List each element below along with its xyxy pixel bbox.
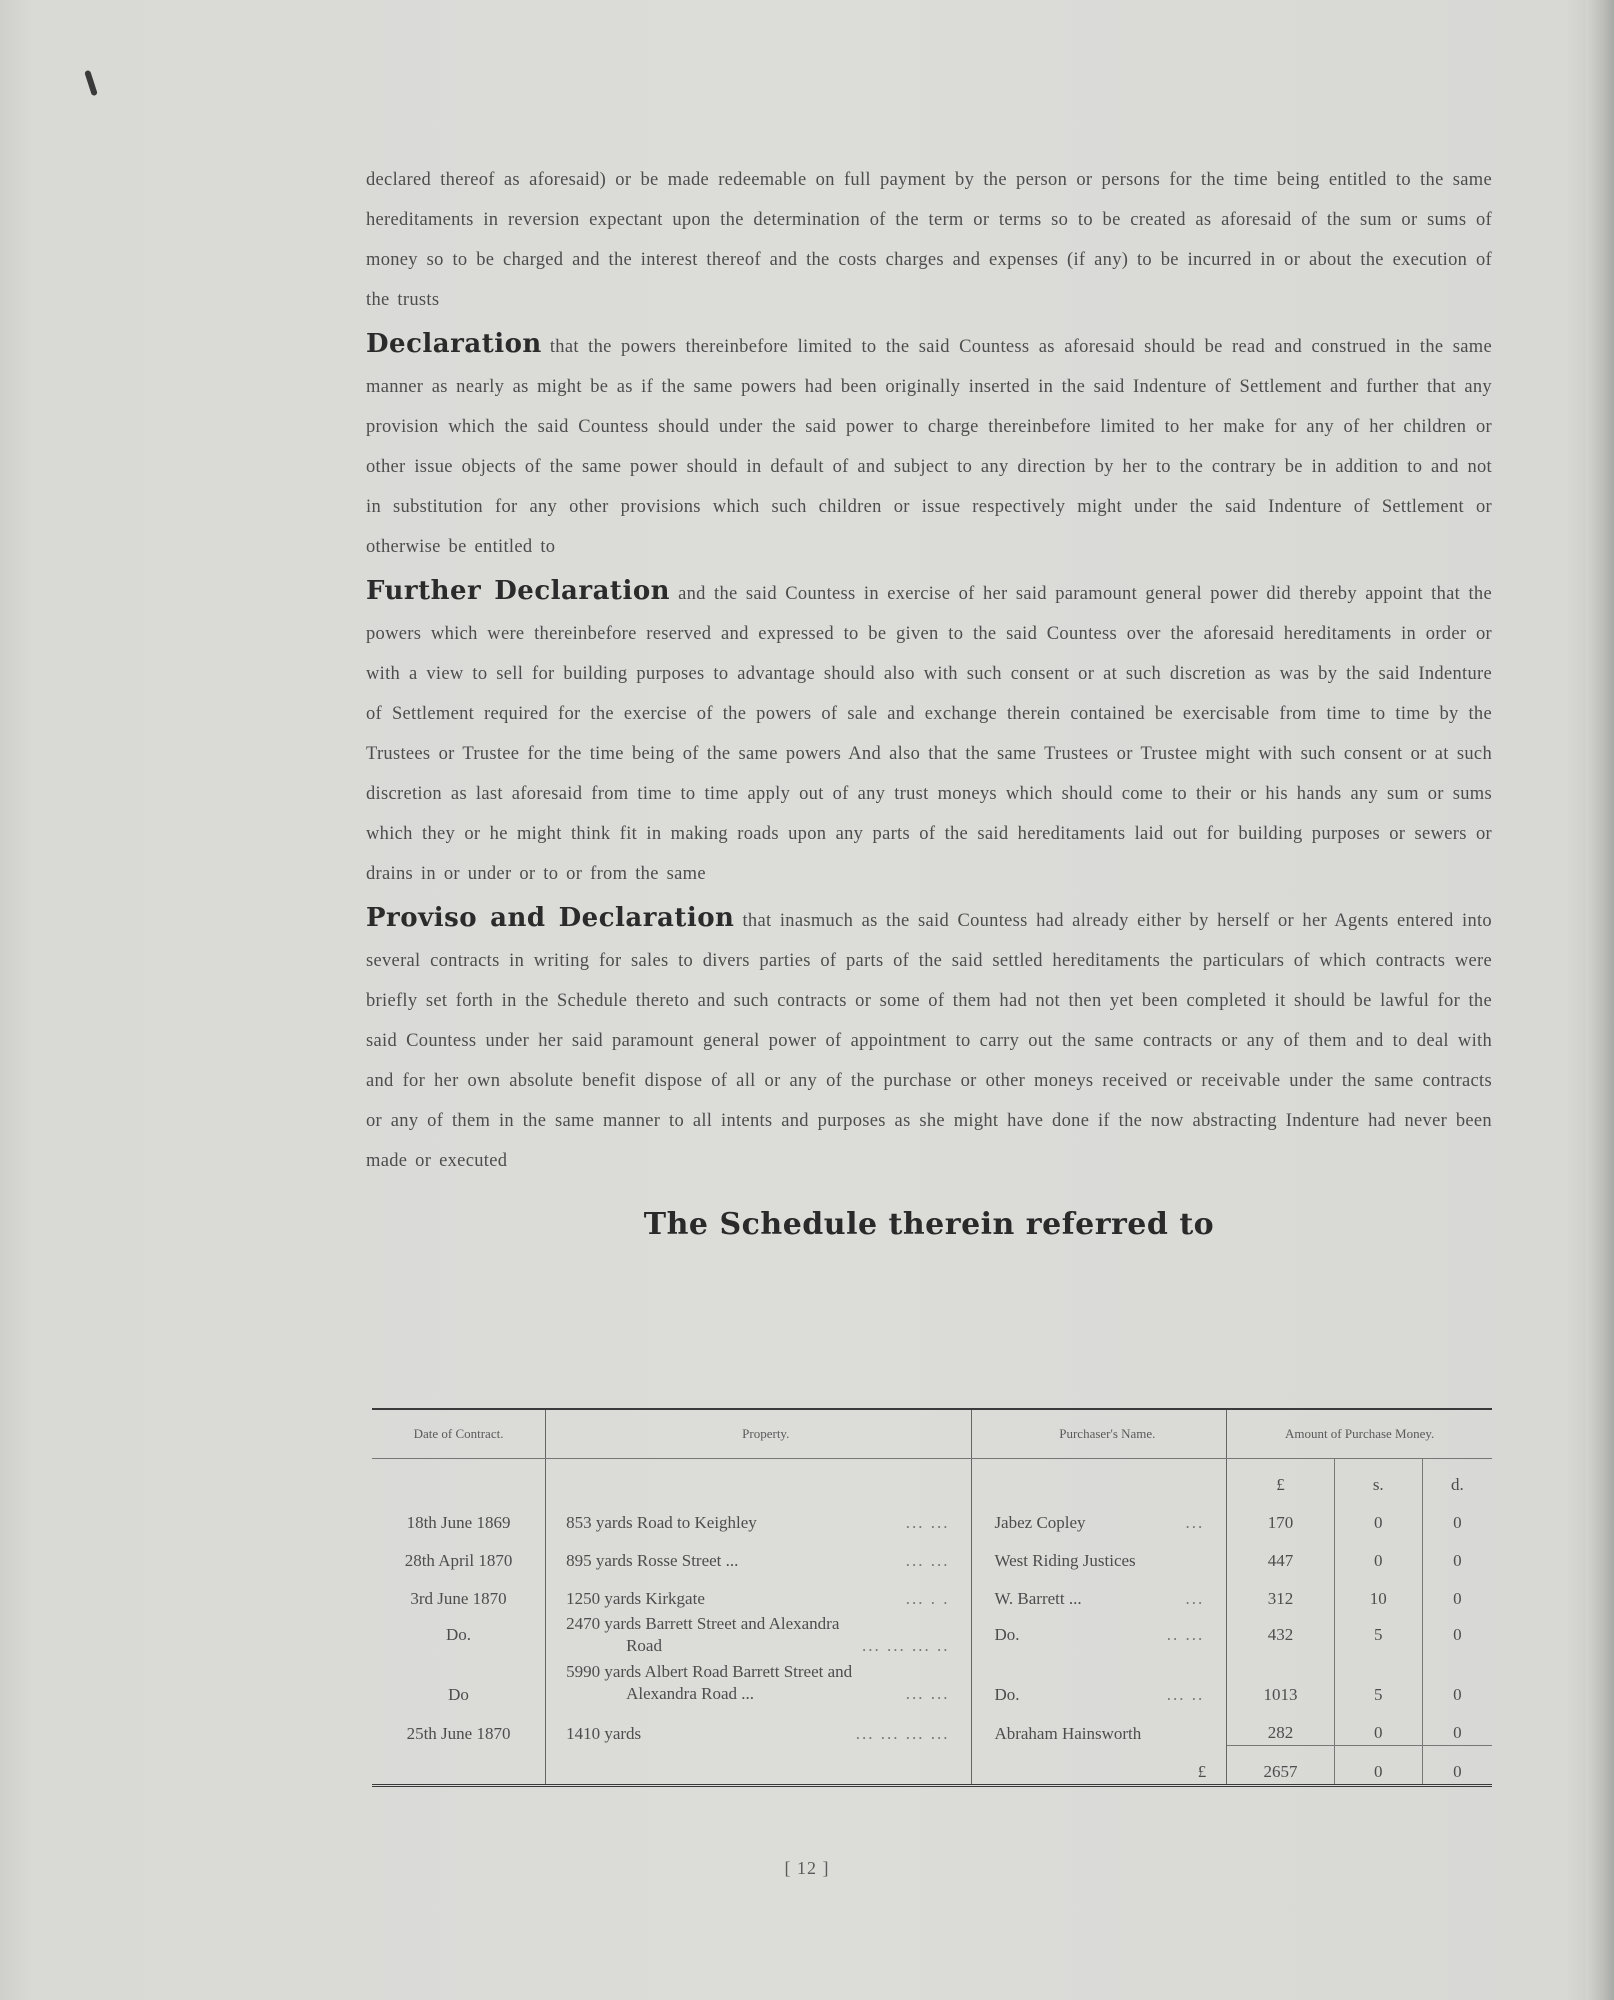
table-row: 18th June 1869 853 yards Road to Keighley ... ... Jabez Copley ... 170 0 0	[372, 1497, 1492, 1535]
contract-date: 28th April 1870	[372, 1535, 546, 1573]
page-edge	[1586, 0, 1614, 2000]
total-pounds: 2657	[1227, 1746, 1335, 1786]
paragraph-text: that the powers thereinbefore limited to the said Countess as aforesaid should be read and construed in the same manner as nearly as might be as if the same powers had been originally inserted in the said Indenture of Settlement and further that any provision which the said Countess should under the said power to charge thereinbefore limited to her make for any of her children or other issue objects of the same power should in default of and subject to any direction by her to the contrary be in addition to and not in substitution for any other provisions which such children or issue respectively might under the said Indenture of Settlement or otherwise be entitled to	[366, 337, 1492, 557]
amount-pounds: 170	[1227, 1497, 1335, 1535]
table-row: 28th April 1870 895 yards Rosse Street ... ... ... West Riding Justices 447 0 0	[372, 1535, 1492, 1573]
amount-pence: 0	[1453, 1551, 1462, 1570]
amount-shillings: 5	[1334, 1659, 1422, 1707]
amount-pence: 0	[1453, 1513, 1462, 1532]
property-desc: 853 yards Road to Keighley	[566, 1513, 757, 1532]
purchaser-name: W. Barrett ...	[994, 1589, 1082, 1608]
property-desc: 5990 yards Albert Road Barrett Street and	[566, 1662, 853, 1681]
purchaser-name: Do.	[994, 1685, 1020, 1704]
amount-shillings: 0	[1334, 1707, 1422, 1746]
total-shillings: 0	[1334, 1746, 1422, 1786]
property-desc-cont: Road	[626, 1636, 662, 1655]
amount-shillings: 5	[1334, 1611, 1422, 1659]
property-desc: 2470 yards Barrett Street and Alexandra	[566, 1614, 840, 1633]
contract-date: 25th June 1870	[372, 1707, 546, 1746]
table-row: Do. 2470 yards Barrett Street and Alexandra Road ... ... ... .. Do. .. ... 432 5 0	[372, 1611, 1492, 1659]
abstract-text	[366, 160, 1492, 1260]
paragraph-proviso	[366, 898, 1492, 1181]
amount-pounds: 432	[1227, 1611, 1335, 1659]
paragraph-text: and the said Countess in exercise of her said paramount general power did thereby appoint that the powers which were thereinbefore reserved and expressed to be given to the said Countess over the aforesaid hereditaments in order or with a view to sell for building purposes to advantage should also with such consent or at such discretion as was by the said Indenture of Settlement required for the exercise of the powers of sale and exchange therein contained be exercisable from time to time by the Trustees or Trustee for the time being of the same powers And also that the same Trustees or Trustee might with such consent or at such discretion as last aforesaid from time to time apply out of any trust moneys which should come to their or his hands any sum or sums which they or he might think fit in making roads upon any parts of the said hereditaments laid out for building purposes or sewers or drains in or under or to or from the same	[366, 584, 1492, 884]
amount-pence: 0	[1453, 1723, 1462, 1742]
paragraph-text: that inasmuch as the said Countess had already either by herself or her Agents entered into several contracts in writing for sales to divers parties of parts of the said settled hereditaments the particulars of which contracts were briefly set forth in the Schedule thereto and such contracts or some of them had not then yet been completed it should be lawful for the said Countess under her said paramount general power of appointment to carry out the same contracts or any of them and to deal with and for her own absolute benefit dispose of all or any of the purchase or other moneys received or receivable under the same contracts or any of them in the same manner to all intents and purposes as she might have done if the now abstracting Indenture had never been made or executed	[366, 911, 1492, 1171]
schedule-title: The Schedule therein referred to	[643, 1207, 1215, 1242]
purchaser-name: Jabez Copley	[994, 1513, 1086, 1532]
header-date: Date of Contract.	[372, 1409, 546, 1459]
total-row	[372, 1746, 1492, 1786]
property-desc: 1410 yards	[566, 1723, 642, 1743]
amount-shillings: 0	[1334, 1535, 1422, 1573]
paragraph-heading: Further Declaration	[366, 576, 671, 606]
paragraph-text: declared thereof as aforesaid) or be made redeemable on full payment by the person or persons for the time being entitled to the same hereditaments in reversion expectant upon the determination of the term or terms so to be created as aforesaid of the sum or sums of money so to be charged and the interest thereof and the costs charges and expenses (if any) to be incurred in or about the execution of the trusts	[366, 170, 1492, 310]
total-pence: 0	[1422, 1746, 1492, 1786]
amount-pounds: 282	[1227, 1707, 1335, 1746]
property-desc: 1250 yards Kirkgate	[566, 1589, 705, 1608]
schedule-table	[372, 1408, 1492, 1787]
amount-shillings: 0	[1334, 1497, 1422, 1535]
paragraph-heading: Proviso and Declaration	[366, 903, 735, 933]
paragraph-further-declaration	[366, 571, 1492, 894]
purchaser-name: Abraham Hainsworth	[994, 1723, 1142, 1743]
header-purchaser: Purchaser's Name.	[972, 1409, 1227, 1459]
paragraph-trusts	[366, 160, 1492, 320]
amount-pounds: 447	[1227, 1535, 1335, 1573]
contract-date: 18th June 1869	[372, 1497, 546, 1535]
shillings-unit: s.	[1334, 1459, 1422, 1498]
total-currency-sign: £	[972, 1746, 1227, 1786]
table-row: Do 5990 yards Albert Road Barrett Street and Alexandra Road ... ... ... Do. ... .. 1013 5 0	[372, 1659, 1492, 1707]
contract-date: Do	[372, 1659, 546, 1707]
amount-pence: 0	[1453, 1625, 1462, 1644]
header-amount: Amount of Purchase Money.	[1227, 1409, 1492, 1459]
table-row: 25th June 1870 1410 yards ... ... ... ... Abraham Hainsworth 282 0 0	[372, 1707, 1492, 1746]
header-property: Property.	[546, 1409, 972, 1459]
amount-pence: 0	[1453, 1685, 1462, 1704]
contract-date: 3rd June 1870	[372, 1573, 546, 1611]
paragraph-heading: Declaration	[366, 329, 542, 359]
property-desc: 895 yards Rosse Street ...	[566, 1551, 739, 1570]
amount-pounds: 1013	[1227, 1659, 1335, 1707]
schedule-header-row	[372, 1409, 1492, 1459]
ink-mark	[84, 70, 98, 97]
paragraph-declaration	[366, 324, 1492, 567]
pounds-unit: £	[1227, 1459, 1335, 1498]
table-row: 3rd June 1870 1250 yards Kirkgate ... . . W. Barrett ... ... 312 10 0	[372, 1573, 1492, 1611]
amount-pounds: 312	[1227, 1573, 1335, 1611]
units-row	[372, 1459, 1492, 1498]
contract-date: Do.	[372, 1611, 546, 1659]
purchaser-name: West Riding Justices	[994, 1551, 1136, 1570]
property-desc-cont: Alexandra Road ...	[626, 1684, 754, 1703]
amount-pence: 0	[1453, 1589, 1462, 1608]
pence-unit: d.	[1450, 1475, 1464, 1494]
amount-shillings: 10	[1334, 1573, 1422, 1611]
page-number: [ 12 ]	[784, 1858, 830, 1878]
purchaser-name: Do.	[994, 1625, 1020, 1644]
